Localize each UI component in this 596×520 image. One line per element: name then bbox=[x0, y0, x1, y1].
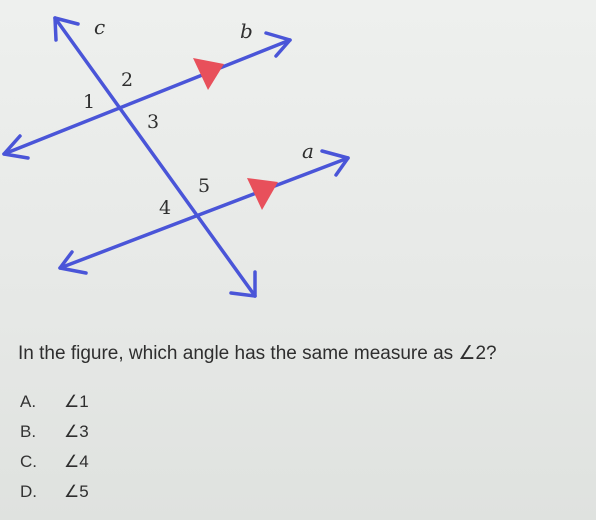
angle-label-5: 5 bbox=[198, 175, 211, 197]
choice-b[interactable] bbox=[20, 422, 89, 442]
question-text: In the figure, which angle has the same measure as ∠2? bbox=[18, 343, 497, 364]
angle-label-3: 3 bbox=[147, 111, 160, 133]
choice-b-letter: B. bbox=[20, 422, 37, 441]
label-line-b: b bbox=[240, 19, 253, 43]
line-b bbox=[4, 40, 290, 154]
label-line-c: c bbox=[94, 15, 106, 39]
choice-d-letter: D. bbox=[20, 482, 37, 501]
choice-d-angle: ∠5 bbox=[64, 482, 89, 501]
choice-b-angle: ∠3 bbox=[64, 422, 89, 441]
line-c bbox=[55, 18, 255, 296]
angle-label-2: 2 bbox=[121, 69, 134, 91]
choice-d[interactable] bbox=[20, 482, 89, 502]
choice-a-angle: ∠1 bbox=[64, 392, 89, 411]
choice-c-angle: ∠4 bbox=[64, 452, 89, 471]
parallel-marker-b bbox=[193, 58, 224, 90]
choice-c-letter: C. bbox=[20, 452, 37, 471]
angle-label-1: 1 bbox=[83, 91, 96, 113]
label-line-a: a bbox=[302, 139, 314, 163]
angle-label-4: 4 bbox=[159, 197, 172, 219]
choice-a[interactable] bbox=[20, 392, 89, 412]
choice-a-letter: A. bbox=[20, 392, 37, 411]
choice-c[interactable] bbox=[20, 452, 89, 472]
